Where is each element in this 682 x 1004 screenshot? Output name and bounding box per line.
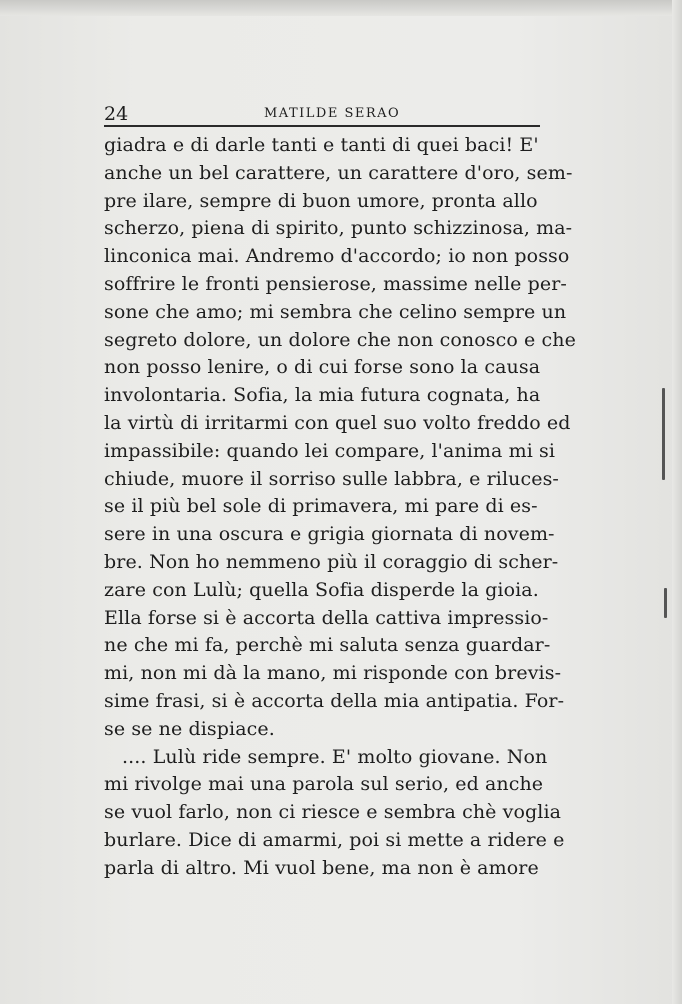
page-top-edge bbox=[0, 0, 682, 16]
text-line: giadra e di darle tanti e tanti di quei baci! E' bbox=[104, 134, 539, 156]
text-line: la virtù di irritarmi con quel suo volto freddo ed bbox=[104, 411, 571, 434]
binding-mark bbox=[664, 588, 667, 618]
page-header bbox=[104, 103, 540, 127]
text-line: zare con Lulù; quella Sofia disperde la gioia. bbox=[104, 578, 539, 601]
text-line: Ella forse si è accorta della cattiva impressio- bbox=[104, 606, 549, 629]
text-line: pre ilare, sempre di buon umore, pronta allo bbox=[104, 189, 538, 212]
text-line: sone che amo; mi sembra che celino sempre un bbox=[104, 300, 567, 323]
text-line: sere in una oscura e grigia giornata di novem- bbox=[104, 523, 555, 546]
text-line: impassibile: quando lei compare, l'anima mi si bbox=[104, 439, 556, 462]
page-number: 24 bbox=[104, 103, 129, 125]
text-line: burlare. Dice di amarmi, poi si mette a ridere e bbox=[104, 828, 565, 851]
text-line: non posso lenire, o di cui forse sono la causa bbox=[104, 356, 541, 379]
text-line: scherzo, piena di spirito, punto schizzinosa, ma- bbox=[104, 217, 573, 240]
text-line: parla di altro. Mi vuol bene, ma non è amore bbox=[104, 856, 539, 879]
text-line: soffrire le fronti pensierose, massime nelle per- bbox=[104, 272, 567, 295]
text-line: anche un bel carattere, un carattere d'oro, sem- bbox=[104, 161, 573, 184]
text-line: mi, non mi dà la mano, mi risponde con brevis- bbox=[104, 662, 562, 685]
running-head: MATILDE SERAO bbox=[264, 106, 401, 121]
text-line: sime frasi, si è accorta della mia antipatia. For- bbox=[104, 689, 565, 712]
text-line: se vuol farlo, non ci riesce e sembra chè voglia bbox=[104, 801, 562, 824]
binding-mark bbox=[662, 388, 665, 480]
text-line: se se ne dispiace. bbox=[104, 717, 275, 740]
text-line: segreto dolore, un dolore che non conosco e che bbox=[104, 328, 576, 351]
body-text bbox=[104, 132, 576, 883]
text-line: .... Lulù ride sempre. E' molto giovane. Non bbox=[122, 745, 548, 768]
text-line: se il più bel sole di primavera, mi pare di es- bbox=[104, 495, 538, 518]
page-right-edge bbox=[672, 0, 682, 1004]
text-line: chiude, muore il sorriso sulle labbra, e riluces- bbox=[104, 467, 559, 490]
text-line: bre. Non ho nemmeno più il coraggio di scher- bbox=[104, 550, 559, 573]
text-line: ne che mi fa, perchè mi saluta senza guardar- bbox=[104, 634, 551, 657]
text-line: linconica mai. Andremo d'accordo; io non posso bbox=[104, 245, 570, 268]
text-line: involontaria. Sofia, la mia futura cognata, ha bbox=[104, 384, 541, 407]
text-line: mi rivolge mai una parola sul serio, ed anche bbox=[104, 773, 544, 796]
